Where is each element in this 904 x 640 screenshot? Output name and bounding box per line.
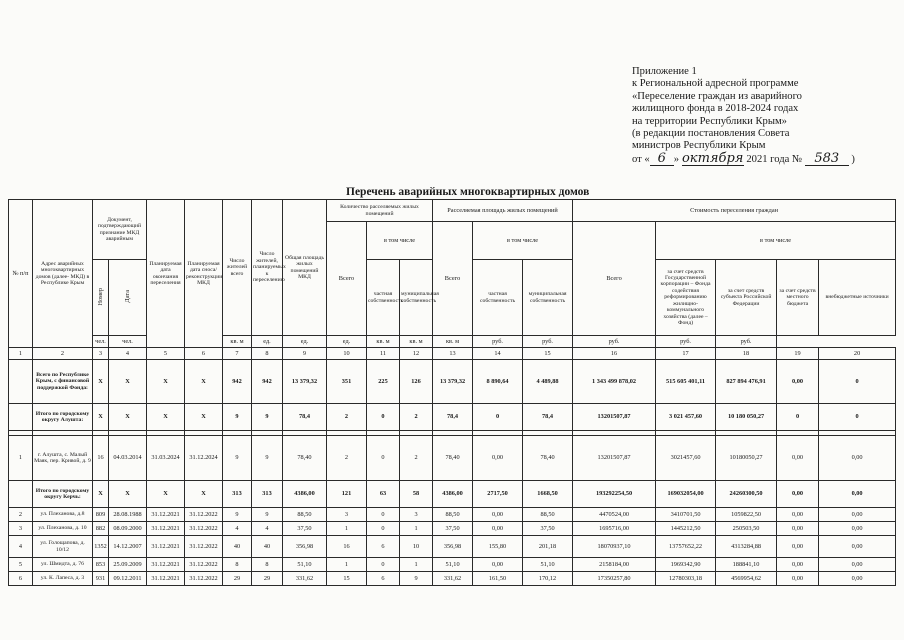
table-cell: 31.12.2022 <box>185 536 223 558</box>
table-cell: 250503,50 <box>716 522 777 536</box>
table-cell: 2 <box>400 404 433 431</box>
header-doc-date <box>109 260 147 336</box>
column-number-cell: 20 <box>819 348 896 360</box>
table-cell: 6 <box>367 572 400 586</box>
table-cell: 351 <box>327 360 367 404</box>
table-cell: X <box>93 360 109 404</box>
subtotal-row <box>9 481 896 508</box>
header-doc-number <box>93 260 109 336</box>
table-cell: 0 <box>367 558 400 572</box>
table-cell: 4470524,00 <box>573 508 656 522</box>
table-cell: 313 <box>223 481 252 508</box>
date-year-text: 2021 года № <box>746 153 803 165</box>
table-cell: 1 <box>327 558 367 572</box>
table-cell: 0 <box>367 508 400 522</box>
table-cell: 155,80 <box>473 536 523 558</box>
table-cell: 188841,10 <box>716 558 777 572</box>
table-cell: 0,00 <box>819 436 896 481</box>
table-cell: 51,10 <box>433 558 473 572</box>
table-cell: 24260300,50 <box>716 481 777 508</box>
table-cell: 942 <box>223 360 252 404</box>
table-cell: 161,50 <box>473 572 523 586</box>
table-cell: X <box>109 404 147 431</box>
table-cell <box>9 404 33 431</box>
table-cell: 78,40 <box>433 436 473 481</box>
table-cell: 313 <box>252 481 283 508</box>
table-cell: Всего по Республике Крым, с финансовой поддержкой Фонда: <box>33 360 93 404</box>
header-cost-extrabudget: внебюджетные источники <box>819 260 896 336</box>
table-cell: 0,00 <box>777 481 819 508</box>
unit-cell: кв. м <box>433 336 473 348</box>
unit-cell: ед. <box>283 336 327 348</box>
column-number-cell: 6 <box>185 348 223 360</box>
header-rooms-private: частная собственность <box>367 260 400 336</box>
table-cell: X <box>147 481 185 508</box>
table-cell: 9 <box>252 508 283 522</box>
table-cell: 88,50 <box>523 508 573 522</box>
table-cell: 88,50 <box>433 508 473 522</box>
table-cell: 331,62 <box>433 572 473 586</box>
table-cell: Итого по городскому округу Алушта: <box>33 404 93 431</box>
column-number-cell: 4 <box>109 348 147 360</box>
table-cell: 853 <box>93 558 109 572</box>
annex-line-4: жилищного фонда в 2018-2024 годах <box>632 103 799 115</box>
table-cell: 201,18 <box>523 536 573 558</box>
housing-registry-table <box>8 199 896 586</box>
unit-cell: ед. <box>252 336 283 348</box>
table-cell: 331,62 <box>283 572 327 586</box>
table-row <box>9 536 896 558</box>
date-day: 6 <box>650 153 674 166</box>
table-cell: г. Алушта, с. Малый Маяк, пер. Кривой, д. 9 <box>33 436 93 481</box>
table-cell: 6 <box>367 536 400 558</box>
table-cell: 9 <box>223 404 252 431</box>
table-cell: 78,4 <box>433 404 473 431</box>
header-residents: Число жителей всего <box>223 200 252 336</box>
table-header <box>9 200 896 360</box>
table-cell: 13201507,87 <box>573 404 656 431</box>
table-cell: 8 890,64 <box>473 360 523 404</box>
table-cell: 193292254,50 <box>573 481 656 508</box>
table-cell: 28.08.1988 <box>109 508 147 522</box>
column-number-cell: 16 <box>573 348 656 360</box>
table-cell <box>9 360 33 404</box>
table-cell: 0,00 <box>819 481 896 508</box>
column-number-cell: 1 <box>9 348 33 360</box>
table-cell: 31.12.2022 <box>185 572 223 586</box>
header-cost-total: Всего <box>573 222 656 336</box>
unit-cell: руб. <box>573 336 656 348</box>
header-area-private: частная собственность <box>473 260 523 336</box>
table-cell: 09.12.2011 <box>109 572 147 586</box>
table-cell: 31.12.2021 <box>147 536 185 558</box>
column-number-cell: 2 <box>33 348 93 360</box>
table-cell: ул. Плеханова, д.8 <box>33 508 93 522</box>
table-cell: ул. Голощапова, д. 10/12 <box>33 536 93 558</box>
table-cell: 1969342,90 <box>656 558 716 572</box>
unit-cell: руб. <box>473 336 523 348</box>
table-cell: 4 489,88 <box>523 360 573 404</box>
table-cell: ул. К. Лапеса, д. 3 <box>33 572 93 586</box>
table-cell: 9 <box>252 404 283 431</box>
table-cell: 2 <box>9 508 33 522</box>
table-cell: 31.12.2022 <box>185 558 223 572</box>
table-cell: 3410701,50 <box>656 508 716 522</box>
table-cell: 51,10 <box>283 558 327 572</box>
header-planned-demolition: Планируемая дата сноса/реконструкции МКД <box>185 200 223 348</box>
table-cell: 25.09.2009 <box>109 558 147 572</box>
annex-line-2: к Региональной адресной программе <box>632 78 799 90</box>
table-cell: 515 605 401,11 <box>656 360 716 404</box>
table-cell: X <box>185 404 223 431</box>
annex-line-1: Приложение 1 <box>632 66 697 77</box>
table-cell: 0,00 <box>819 536 896 558</box>
header-area-total: Всего <box>433 222 473 336</box>
table-cell: 1695716,00 <box>573 522 656 536</box>
table-cell: 0 <box>777 404 819 431</box>
table-cell: 78,40 <box>523 436 573 481</box>
table-cell: 0,00 <box>473 558 523 572</box>
table-cell: 126 <box>400 360 433 404</box>
table-cell: 809 <box>93 508 109 522</box>
table-cell: 0,00 <box>819 508 896 522</box>
table-cell: 1 <box>327 522 367 536</box>
table-cell: 10 180 050,27 <box>716 404 777 431</box>
header-residents-planned: Число жителей, планируемых к переселению <box>252 200 283 336</box>
column-number-cell: 7 <box>223 348 252 360</box>
column-number-cell: 11 <box>367 348 400 360</box>
table-cell: 37,50 <box>523 522 573 536</box>
table-cell: 931 <box>93 572 109 586</box>
table-cell: 2 <box>327 436 367 481</box>
table-cell: 31.12.2022 <box>185 508 223 522</box>
annex-line-3: «Переселение граждан из аварийного <box>632 90 802 102</box>
table-row <box>9 436 896 481</box>
table-cell: 0 <box>367 522 400 536</box>
header-cost-incl: в том числе <box>656 222 896 260</box>
table-cell: 8 <box>223 558 252 572</box>
table-cell <box>9 481 33 508</box>
date-close: ) <box>851 153 855 165</box>
table-cell: 88,50 <box>283 508 327 522</box>
table-cell: 15 <box>327 572 367 586</box>
column-number-cell: 8 <box>252 348 283 360</box>
table-cell: 51,10 <box>523 558 573 572</box>
table-cell: 942 <box>252 360 283 404</box>
column-number-cell: 17 <box>656 348 716 360</box>
table-row <box>9 558 896 572</box>
table-cell: 0,00 <box>777 536 819 558</box>
table-cell: 31.12.2022 <box>185 522 223 536</box>
column-number-cell: 10 <box>327 348 367 360</box>
table-cell: 4 <box>252 522 283 536</box>
table-cell: 58 <box>400 481 433 508</box>
date-day-close: » <box>673 153 680 165</box>
table-cell: 1059822,50 <box>716 508 777 522</box>
table-cell: X <box>147 404 185 431</box>
header-planned-end: Планируемая дата окончания переселения <box>147 200 185 348</box>
table-cell: 10180050,27 <box>716 436 777 481</box>
table-row <box>9 522 896 536</box>
table-cell: 9 <box>223 436 252 481</box>
column-number-cell: 5 <box>147 348 185 360</box>
column-number-cell: 18 <box>716 348 777 360</box>
table-cell: 1 <box>9 436 33 481</box>
header-rooms-municipal: муниципальная собственность <box>400 260 433 336</box>
unit-cell: кв. м <box>400 336 433 348</box>
table-cell: 8 <box>252 558 283 572</box>
header-total-area: Общая площадь жилых помещений МКД <box>283 200 327 336</box>
table-cell: 13 379,32 <box>283 360 327 404</box>
header-address: Адрес аварийных многоквартирных домов (далее- МКД) в Республике Крым <box>33 200 93 348</box>
table-cell: 10 <box>400 536 433 558</box>
table-cell: 4313284,88 <box>716 536 777 558</box>
header-rooms-incl: в том числе <box>367 222 433 260</box>
unit-cell: ед. <box>327 336 367 348</box>
table-cell: 4386,00 <box>283 481 327 508</box>
table-cell: 16 <box>327 536 367 558</box>
table-cell: 1 <box>400 558 433 572</box>
table-cell: 4 <box>9 536 33 558</box>
table-cell: 827 894 476,91 <box>716 360 777 404</box>
table-cell: 0,00 <box>777 508 819 522</box>
table-cell: 31.12.2021 <box>147 572 185 586</box>
unit-cell: кв. м <box>367 336 400 348</box>
table-cell: 169032054,00 <box>656 481 716 508</box>
table-cell: 31.12.2021 <box>147 522 185 536</box>
table-cell: 9 <box>400 572 433 586</box>
table-cell: 356,98 <box>283 536 327 558</box>
header-num: № п/п <box>9 200 33 348</box>
table-cell: 4386,00 <box>433 481 473 508</box>
document-title: Перечень аварийных многоквартирных домов <box>346 186 590 198</box>
table-cell: 225 <box>367 360 400 404</box>
table-cell: 2158184,00 <box>573 558 656 572</box>
table-cell: 40 <box>252 536 283 558</box>
table-cell: 1352 <box>93 536 109 558</box>
table-cell: ул. Плеханова, д. 10 <box>33 522 93 536</box>
header-vacated-rooms: Количество расселяемых жилых помещений <box>327 200 433 222</box>
column-number-cell: 14 <box>473 348 523 360</box>
table-cell: 2 <box>400 436 433 481</box>
table-cell: 5 <box>9 558 33 572</box>
unit-cell: чел. <box>93 336 109 348</box>
table-cell: 18070937,10 <box>573 536 656 558</box>
column-number-cell: 9 <box>283 348 327 360</box>
header-area-municipal: муниципальная собственность <box>523 260 573 336</box>
table-cell: 40 <box>223 536 252 558</box>
annex-date-line <box>632 150 892 166</box>
table-cell: 3 <box>327 508 367 522</box>
header-area-incl: в том числе <box>473 222 573 260</box>
subtotal-row <box>9 360 896 404</box>
table-cell: 0 <box>819 404 896 431</box>
subtotal-row <box>9 404 896 431</box>
annex-line-7: министров Республики Крым <box>632 140 766 152</box>
table-cell: 63 <box>367 481 400 508</box>
table-cell: 78,4 <box>283 404 327 431</box>
units-row <box>9 336 896 348</box>
table-cell: 29 <box>252 572 283 586</box>
table-row <box>9 572 896 586</box>
table-cell: 0,00 <box>777 522 819 536</box>
table-cell: 13757652,22 <box>656 536 716 558</box>
table-cell: X <box>147 360 185 404</box>
table-cell: 16 <box>93 436 109 481</box>
table-cell: 0,00 <box>473 436 523 481</box>
header-vacated-area: Расселяемая площадь жилых помещений <box>433 200 573 222</box>
header-cost: Стоимость переселения граждан <box>573 200 896 222</box>
table-row <box>9 508 896 522</box>
table-cell: 882 <box>93 522 109 536</box>
table-cell: 0,00 <box>777 558 819 572</box>
table-cell: 3 021 457,60 <box>656 404 716 431</box>
unit-cell: чел. <box>109 336 147 348</box>
column-number-cell: 15 <box>523 348 573 360</box>
unit-cell: руб. <box>716 336 777 348</box>
table-cell: X <box>109 481 147 508</box>
unit-cell: руб. <box>656 336 716 348</box>
table-cell: 2 <box>327 404 367 431</box>
annex-line-5: на территории Республики Крым» <box>632 115 787 127</box>
table-cell: 1445212,50 <box>656 522 716 536</box>
table-cell: 14.12.2007 <box>109 536 147 558</box>
table-cell: ул. Шмидта, д. 76 <box>33 558 93 572</box>
table-cell: Итого по городскому округу Керчь: <box>33 481 93 508</box>
table-cell: 0 <box>473 404 523 431</box>
table-cell: 29 <box>223 572 252 586</box>
decree-number: 583 <box>805 153 849 166</box>
table-cell: 31.03.2024 <box>147 436 185 481</box>
table-cell: X <box>109 360 147 404</box>
unit-cell: руб. <box>523 336 573 348</box>
table-cell: 4 <box>223 522 252 536</box>
header-doc-number-label: Номер <box>96 287 104 306</box>
table-cell: X <box>93 481 109 508</box>
header-doc: Документ, подтверждающий признание МКД аварийным <box>93 200 147 260</box>
column-number-cell: 3 <box>93 348 109 360</box>
table-cell: 3 <box>9 522 33 536</box>
column-numbers-row <box>9 348 896 360</box>
table-cell: 04.03.2014 <box>109 436 147 481</box>
table-cell: 31.12.2021 <box>147 558 185 572</box>
date-prefix: от « <box>632 153 650 165</box>
table-cell: 356,98 <box>433 536 473 558</box>
table-cell: 0,00 <box>777 360 819 404</box>
table-cell: 13201507,87 <box>573 436 656 481</box>
table-cell: X <box>185 360 223 404</box>
table-cell: 3 <box>400 508 433 522</box>
table-cell: 1 343 499 878,02 <box>573 360 656 404</box>
table-cell: 9 <box>252 436 283 481</box>
table-cell: 170,12 <box>523 572 573 586</box>
table-cell: 0,00 <box>819 558 896 572</box>
table-cell: X <box>185 481 223 508</box>
table-cell: 37,50 <box>433 522 473 536</box>
table-cell: 0 <box>367 404 400 431</box>
table-cell: 37,50 <box>283 522 327 536</box>
table-cell: 4569954,62 <box>716 572 777 586</box>
table-cell: 0,00 <box>473 522 523 536</box>
annex-block <box>632 66 892 166</box>
table-cell: 78,4 <box>523 404 573 431</box>
table-cell: 0,00 <box>777 436 819 481</box>
table-cell: 0,00 <box>777 572 819 586</box>
table-cell: 6 <box>9 572 33 586</box>
header-cost-fund: за счет средств Государственной корпорации – Фонда содействия реформированию жилищно-коммунального хозяйства (далее – Фонд) <box>656 260 716 336</box>
column-number-cell: 12 <box>400 348 433 360</box>
table-cell: 13 379,32 <box>433 360 473 404</box>
table-cell: 08.09.2000 <box>109 522 147 536</box>
header-doc-date-label: Дата <box>123 290 131 303</box>
header-cost-local: за счет средств местного бюджета <box>777 260 819 336</box>
table-cell: 1 <box>400 522 433 536</box>
column-number-cell: 19 <box>777 348 819 360</box>
column-number-cell: 13 <box>433 348 473 360</box>
header-rooms-total: Всего <box>327 222 367 336</box>
table-cell: 2717,50 <box>473 481 523 508</box>
table-body <box>9 360 896 586</box>
table-cell: 0,00 <box>819 572 896 586</box>
table-cell: 1668,50 <box>523 481 573 508</box>
annex-line-6: (в редакции постановления Совета <box>632 128 790 140</box>
table-cell: 12780303,18 <box>656 572 716 586</box>
table-cell: 0 <box>367 436 400 481</box>
table-cell: 121 <box>327 481 367 508</box>
unit-cell: кв. м <box>223 336 252 348</box>
header-cost-subject: за счет средств субъекта Российской Федерации <box>716 260 777 336</box>
table-cell: 78,40 <box>283 436 327 481</box>
table-cell: 0,00 <box>473 508 523 522</box>
table-cell: 0 <box>819 360 896 404</box>
table-cell: 17350257,80 <box>573 572 656 586</box>
table-cell: 31.12.2024 <box>185 436 223 481</box>
table-cell: X <box>93 404 109 431</box>
table-cell: 0,00 <box>819 522 896 536</box>
table-cell: 9 <box>223 508 252 522</box>
table-cell: 3021457,60 <box>656 436 716 481</box>
table-cell: 31.12.2021 <box>147 508 185 522</box>
date-month: октября <box>681 150 744 166</box>
